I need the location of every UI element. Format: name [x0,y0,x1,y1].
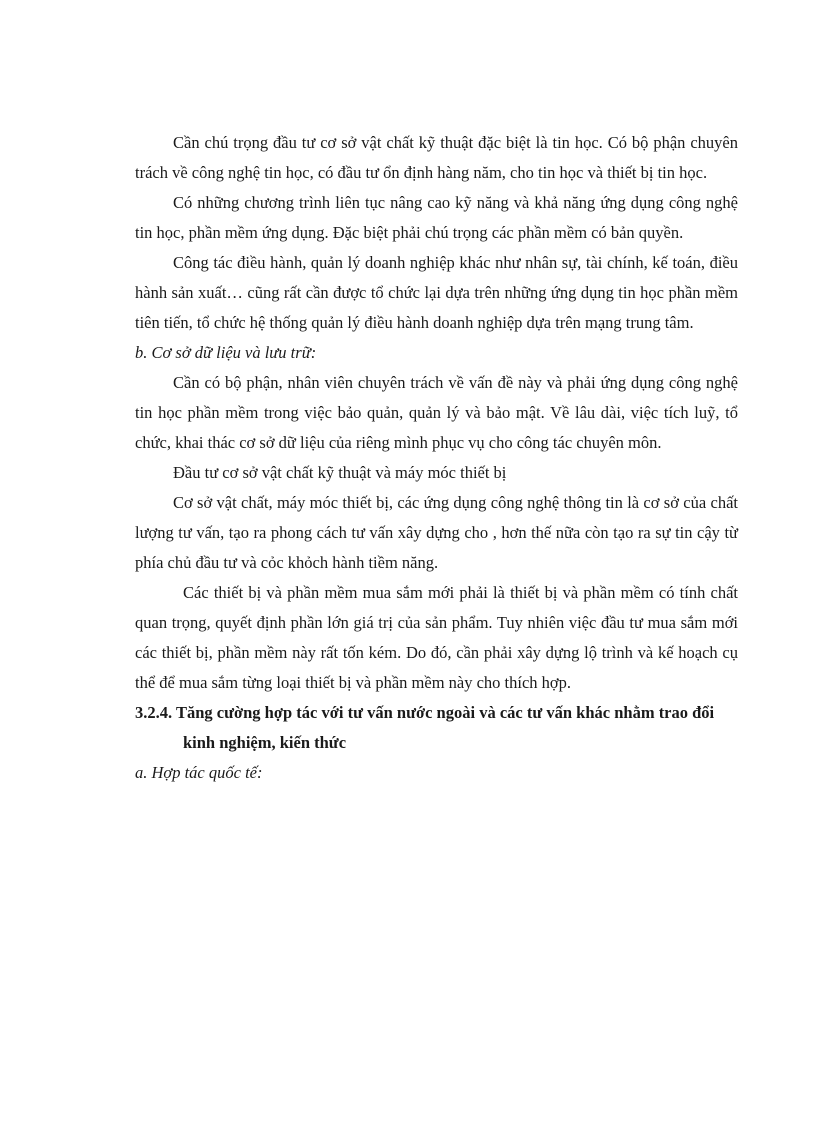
paragraph-purchasing: Các thiết bị và phần mềm mua sắm mới phải là thiết bị và phần mềm có tính chất quan trọng, quyết định phần lớn giá trị của sản phẩm. Tuy nhiên việc đầu tư mua sắm mới các thiết bị, phần mềm này rất tốn kém. Do đó, cần phải xây dựng lộ trình và kế hoạch cụ thể để mua sắm từng loại thiết bị và phần mềm này cho thích hợp. [135,583,738,692]
document-body [135,128,738,788]
subheading-database: b. Cơ sở dữ liệu và lưu trữ: [135,343,317,362]
paragraph-training: Có những chương trình liên tục nâng cao kỹ năng và khả năng ứng dụng công nghệ tin học, phần mềm ứng dụng. Đặc biệt phải chú trọng các phần mềm có bản quyền. [135,193,738,242]
paragraph-infrastructure: Cần chú trọng đầu tư cơ sở vật chất kỹ thuật đặc biệt là tin học. Có bộ phận chuyên trách về công nghệ tin học, có đầu tư ổn định hàng năm, cho tin học và thiết bị tin học. [135,133,738,182]
subheading-international: a. Hợp tác quốc tế: [135,763,263,782]
paragraph-equipment: Cơ sở vật chất, máy móc thiết bị, các ứng dụng công nghệ thông tin là cơ sở của chất lượng tư vấn, tạo ra phong cách tư vấn xây dựng cho , hơn thế nữa còn tạo ra sự tin cậy từ phía chủ đầu tư và cỏc khỏch hành tiềm năng. [135,493,738,572]
section-heading: 3.2.4. Tăng cường hợp tác với tư vấn nước ngoài và các tư vấn khác nhằm trao đổi kinh nghiệm, kiến thức [135,703,715,752]
paragraph-management: Công tác điều hành, quản lý doanh nghiệp khác như nhân sự, tài chính, kế toán, điều hành sản xuất… cũng rất cần được tổ chức lại dựa trên những ứng dụng tin học phần mềm tiên tiến, tổ chức hệ thống quản lý điều hành doanh nghiệp dựa trên mạng trung tâm. [135,253,738,332]
paragraph-database: Cần có bộ phận, nhân viên chuyên trách về vấn đề này và phải ứng dụng công nghệ tin học phần mềm trong việc bảo quản, quản lý và bảo mật. Về lâu dài, việc tích luỹ, tổ chức, khai thác cơ sở dữ liệu của riêng mình phục vụ cho công tác chuyên môn. [135,373,738,452]
paragraph-equipment-title: Đầu tư cơ sở vật chất kỹ thuật và máy móc thiết bị [173,463,507,482]
